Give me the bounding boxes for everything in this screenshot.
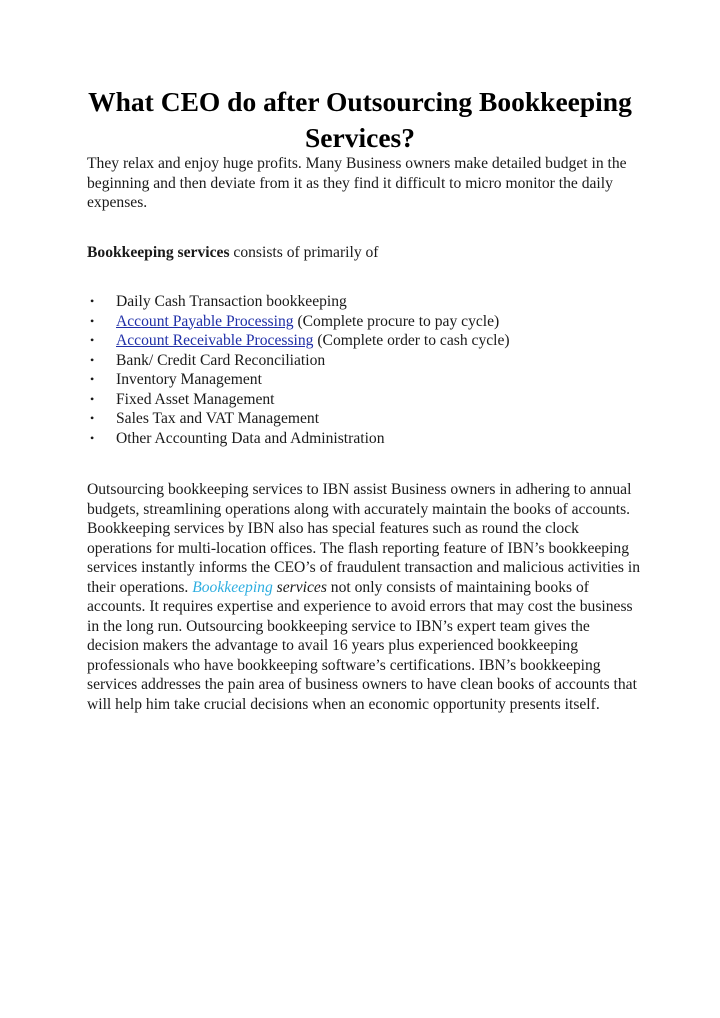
paragraph-text-continued: not only consists of maintaining books of accounts. It requires expertise and experience to avoid errors that may cost the business in the long run. Outsourcing bookkeeping service to IBN’s expert team gives the decision makers the advantage to avail 16 years plus experienced bookkeeping professionals who have bookkeeping software’s certifications. IBN’s bookkeeping services addresses the pain area of business owners to have clean books of accounts that will help him take crucial decisions when an economic opportunity presents itself. xyxy=(87,578,637,713)
bullet-icon: • xyxy=(90,313,95,328)
bullet-icon: • xyxy=(90,333,95,347)
body-paragraph xyxy=(87,480,643,714)
list-item-text: (Complete procure to pay cycle) xyxy=(293,312,500,330)
list-item xyxy=(87,331,643,351)
list-item-text: Sales Tax and VAT Management xyxy=(116,410,320,427)
services-lead-bold: Bookkeeping services xyxy=(87,244,230,261)
list-item-text: Inventory Management xyxy=(116,371,262,388)
list-item-text: Other Accounting Data and Administration xyxy=(116,429,385,447)
account-receivable-link[interactable]: Account Receivable Processing xyxy=(116,332,314,349)
list-item xyxy=(87,409,643,429)
page-title: What CEO do after Outsourcing Bookkeeping Services? xyxy=(88,86,632,153)
paragraph-text: Outsourcing bookkeeping services to IBN assist Business owners in adhering to annual budgets, streamlining operations along with accurately maintain the books of accounts. Bookkeeping services by IBN also has special features such as round the clock operations for multi-location offices. The flash reporting feature of IBN’s bookkeeping services instantly informs the CEO’s of fraudulent transaction and malicious activities in their operations. xyxy=(87,481,641,596)
list-item-text: Daily Cash Transaction bookkeeping xyxy=(116,293,347,310)
list-item-text: Bank/ Credit Card Reconciliation xyxy=(116,351,326,369)
bullet-icon: • xyxy=(90,430,95,445)
services-lead-text: consists of primarily of xyxy=(229,244,379,261)
bullet-icon: • xyxy=(90,352,95,367)
services-list xyxy=(87,292,643,448)
intro-paragraph: They relax and enjoy huge profits. Many Business owners make detailed budget in the beginning and then deviate from it as they find it difficult to micro monitor the daily expenses. xyxy=(87,155,627,211)
list-item xyxy=(87,312,643,332)
list-item-text: Fixed Asset Management xyxy=(116,390,275,408)
bullet-icon: • xyxy=(90,294,95,308)
account-payable-link[interactable]: Account Payable Processing xyxy=(116,312,294,330)
services-lead xyxy=(87,243,643,263)
list-item xyxy=(87,429,643,449)
bullet-icon: • xyxy=(90,411,95,425)
list-item xyxy=(87,390,643,410)
bullet-icon: • xyxy=(90,372,95,386)
bullet-icon: • xyxy=(90,391,95,406)
services-italic: services xyxy=(276,578,327,596)
list-item-text: (Complete order to cash cycle) xyxy=(313,332,510,349)
bookkeeping-highlight: Bookkeeping xyxy=(192,578,273,596)
list-item xyxy=(87,351,643,371)
list-item xyxy=(87,292,643,312)
list-item xyxy=(87,370,643,390)
